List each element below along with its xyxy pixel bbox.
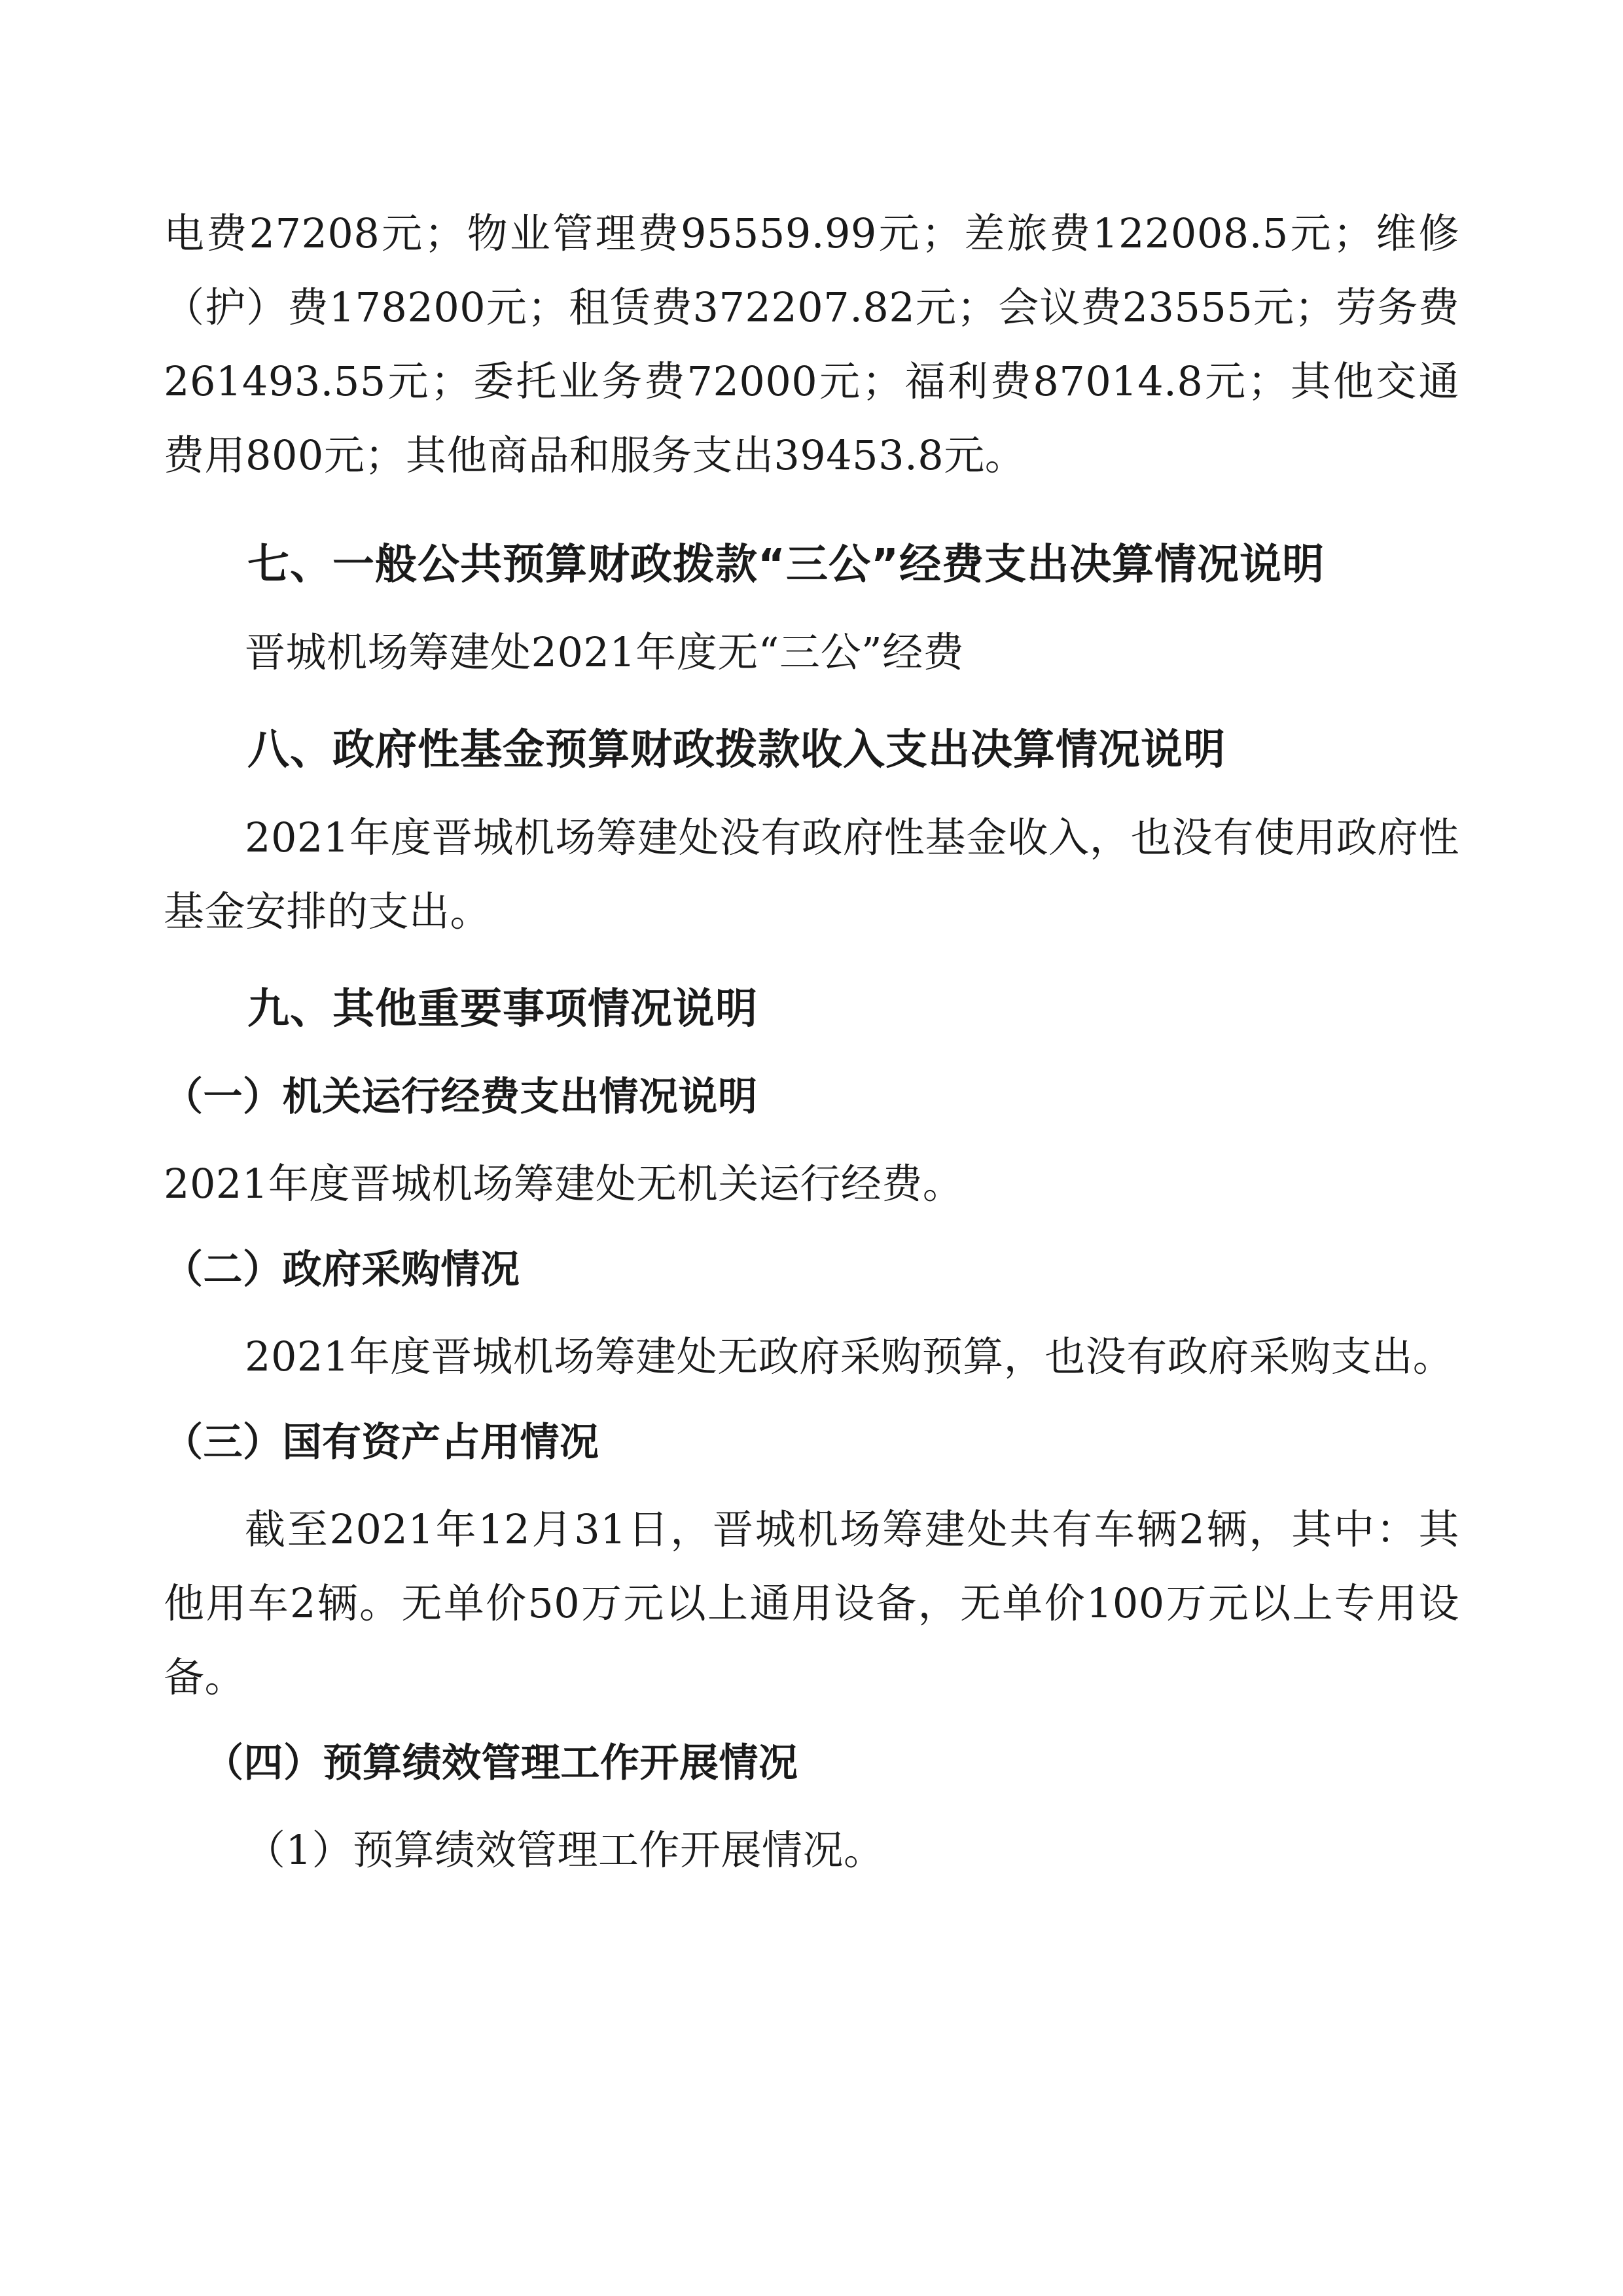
spacer [164, 1048, 1459, 1060]
heading-subsection-four: （四）预算绩效管理工作开展情况 [204, 1740, 798, 1786]
spacer [164, 1714, 1459, 1726]
paragraph-subsection-one-body: 2021年度晋城机场筹建处无机关运行经费。 [164, 1160, 964, 1208]
spacer [164, 948, 1459, 971]
spacer [164, 1393, 1459, 1405]
heading-section-eight: 八、政府性基金预算财政拨款收入支出决算情况说明 [247, 726, 1226, 774]
document-body [164, 196, 1459, 1887]
heading-section-seven: 七、一般公共预算财政拨款“三公”经费支出决算情况说明 [247, 541, 1325, 589]
paragraph-expense-detail: 电费27208元；物业管理费95559.99元；差旅费122008.5元；维修（护）费178200元；租赁费372207.82元；会议费23555元；劳务费261493.55元；委托业务费72000元；福利费87014.8元；其他交通费用800元；其他商品和服务支出39453.8元。 [164, 209, 1459, 479]
spacer [164, 789, 1459, 800]
heading-subsection-two: （二）政府采购情况 [164, 1247, 520, 1293]
spacer [164, 1480, 1459, 1492]
spacer [164, 1801, 1459, 1813]
spacer [164, 603, 1459, 615]
paragraph-section-seven-body: 晋城机场筹建处2021年度无“三公”经费 [245, 628, 965, 676]
spacer [164, 1308, 1459, 1319]
paragraph-section-eight-body: 2021年度晋城机场筹建处没有政府性基金收入，也没有使用政府性基金安排的支出。 [164, 814, 1459, 935]
spacer [164, 1135, 1459, 1147]
heading-subsection-three: （三）国有资产占用情况 [164, 1420, 599, 1465]
spacer [164, 689, 1459, 711]
heading-subsection-one: （一）机关运行经费支出情况说明 [164, 1074, 758, 1120]
spacer [164, 492, 1459, 526]
paragraph-subsection-two-body: 2021年度晋城机场筹建处无政府采购预算，也没有政府采购支出。 [245, 1333, 1454, 1380]
spacer [164, 1221, 1459, 1232]
paragraph-subsection-three-body: 截至2021年12月31日，晋城机场筹建处共有车辆2辆，其中：其他用车2辆。无单价50万元以上通用设备，无单价100万元以上专用设备。 [164, 1505, 1459, 1701]
heading-section-nine: 九、其他重要事项情况说明 [247, 985, 758, 1033]
paragraph-subsection-four-item-one: （1）预算绩效管理工作开展情况。 [245, 1826, 885, 1874]
